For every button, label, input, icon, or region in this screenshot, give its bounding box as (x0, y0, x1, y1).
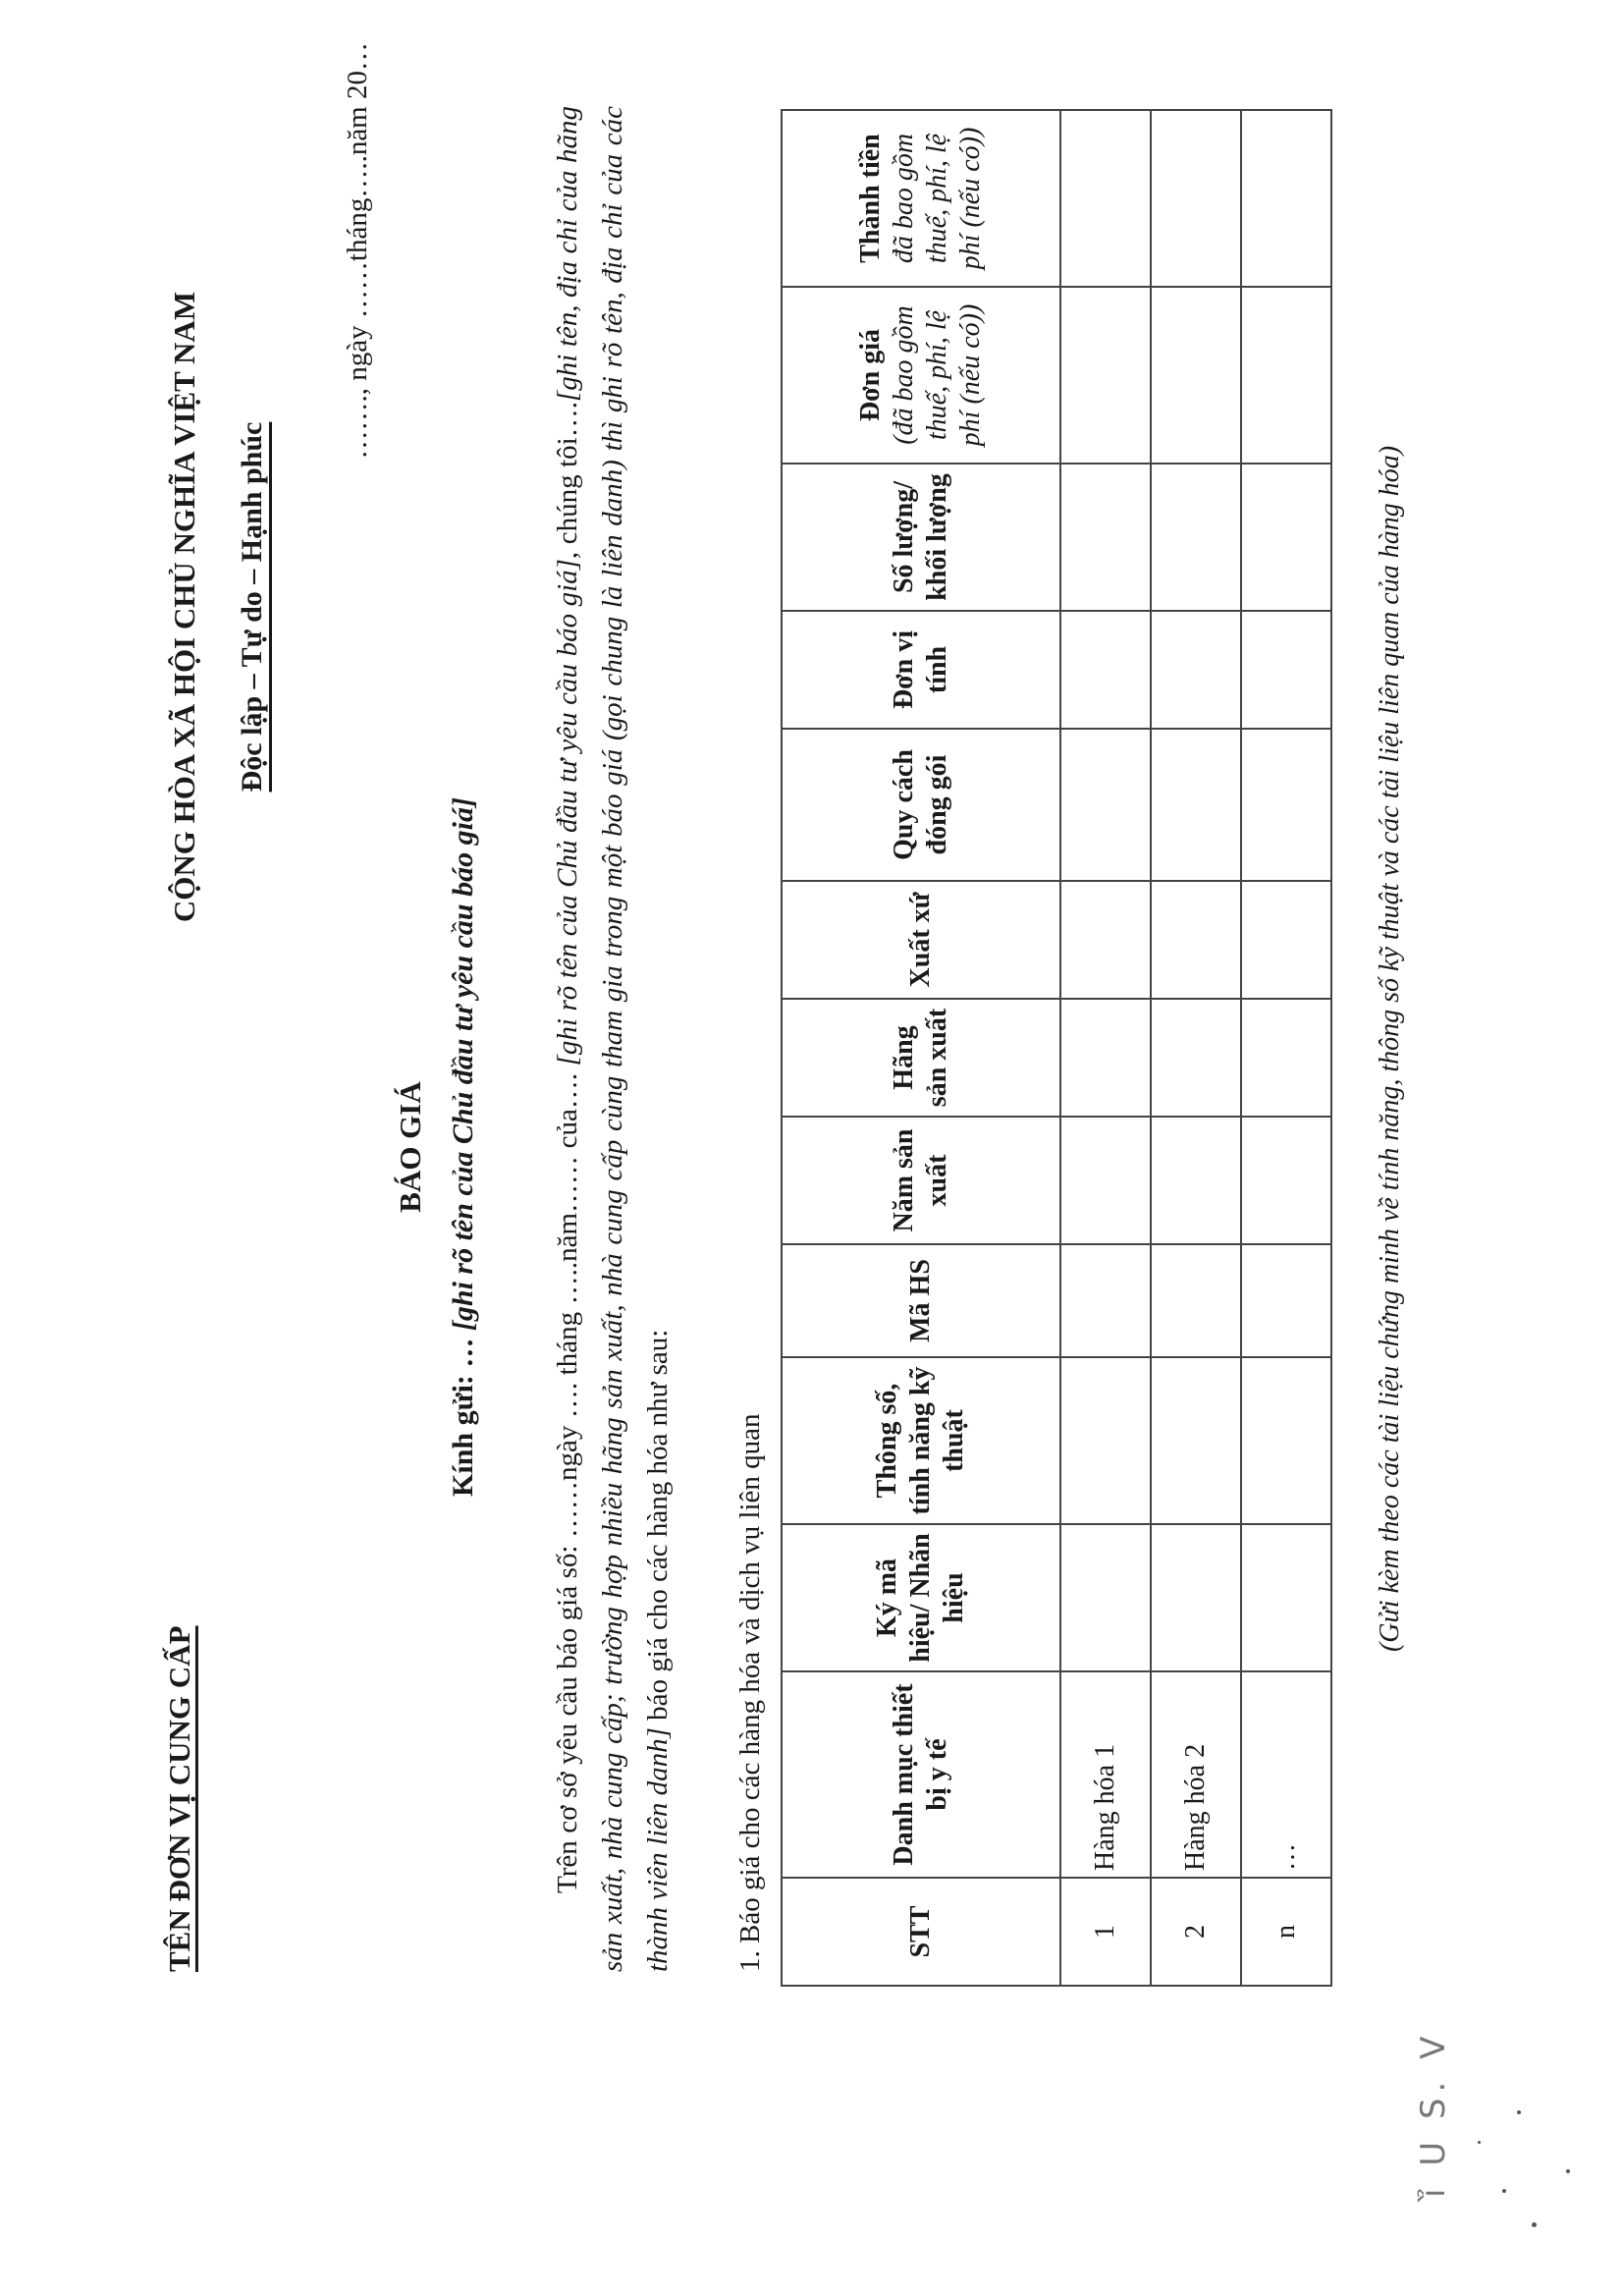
header-production-year: Năm sản xuất (782, 1117, 1060, 1244)
table-cell (1241, 1524, 1331, 1671)
organization-name: TÊN ĐƠN VỊ CUNG CẤP (162, 1625, 196, 1972)
intro-part-3: , chúng tôi…. (552, 402, 583, 560)
table-cell (1241, 881, 1331, 999)
item-name-cell: Hàng hóa 2 (1151, 1671, 1241, 1878)
scan-speck (1517, 2110, 1521, 2114)
intro-part-4: [ghi tên, địa chỉ của hãng sản xuất, nhà cung cấp; trường hợp nhiều hãng sản xuất, nhà cung cấp cùng tham gia trong một báo giá (gọi chung là liên danh) thì ghi rõ tên, địa chỉ của các thành viên liên danh] (552, 106, 674, 1972)
table-cell (1060, 611, 1151, 729)
header-manufacturer: Hãng sản xuất (782, 999, 1060, 1117)
table-row (1060, 110, 1151, 1986)
header-origin: Xuất xứ (782, 881, 1060, 999)
table-cell (1241, 1357, 1331, 1524)
intro-part-2: [ghi rõ tên của Chủ đầu tư yêu cầu báo giá] (552, 559, 583, 1066)
quote-table (781, 109, 1332, 1987)
row-number-cell: 2 (1151, 1878, 1241, 1986)
header-specifications: Thông số, tính năng kỹ thuật (782, 1357, 1060, 1524)
row-number-cell: n (1241, 1878, 1331, 1986)
intro-paragraph (545, 106, 680, 1972)
table-cell (1151, 464, 1241, 611)
addressee-name: [ghi rõ tên của Chủ đầu tư yêu cầu báo giá] (447, 797, 479, 1332)
table-row (1151, 110, 1241, 1986)
table-row (1241, 110, 1331, 1986)
header-packaging: Quy cách đóng gói (782, 729, 1060, 881)
table-cell (1241, 464, 1331, 611)
table-cell (1151, 729, 1241, 881)
table-cell (1151, 1357, 1241, 1524)
addressee-prefix: Kính gửi: … (447, 1331, 479, 1497)
table-cell (1151, 1117, 1241, 1244)
addressee-line (447, 332, 480, 1962)
header-total-amount: Thành tiền đã bao gồm thuế, phí, lệ phí (nếu có)) (782, 110, 1060, 287)
intro-part-1: Trên cơ sở yêu cầu báo giá số: ……ngày …. tháng …..năm…… của…. (552, 1066, 583, 1893)
scan-speck (1566, 2169, 1570, 2173)
table-cell (1060, 729, 1151, 881)
table-cell (1241, 999, 1331, 1117)
national-motto: Độc lập – Tự do – Hạnh phúc (236, 421, 268, 793)
scan-speck (1502, 2189, 1506, 2193)
table-cell (1060, 1524, 1151, 1671)
table-cell (1241, 611, 1331, 729)
table-cell (1241, 110, 1331, 287)
row-number-cell: 1 (1060, 1878, 1151, 1986)
national-title: CỘNG HÒA XÃ HỘI CHỦ NGHĨA VIỆT NAM (167, 291, 201, 923)
scan-speck (1478, 2141, 1481, 2144)
margin-scan-marks: ỉ̀ U S. V (1414, 2030, 1453, 2198)
date-line: ……., ngày ……tháng…..năm 20… (342, 42, 373, 460)
table-cell (1060, 999, 1151, 1117)
table-cell (1151, 611, 1241, 729)
table-cell (1060, 881, 1151, 999)
item-name-cell: … (1241, 1671, 1331, 1878)
table-cell (1151, 110, 1241, 287)
table-cell (1241, 287, 1331, 464)
item-name-cell: Hàng hóa 1 (1060, 1671, 1151, 1878)
table-cell (1151, 287, 1241, 464)
header-quantity: Số lượng/ khối lượng (782, 464, 1060, 611)
table-cell (1060, 1357, 1151, 1524)
header-model-brand: Ký mã hiệu/ Nhãn hiệu (782, 1524, 1060, 1671)
header-unit-price: Đơn giá (đã bao gồm thuế, phí, lệ phí (nếu có)) (782, 287, 1060, 464)
table-cell (1151, 881, 1241, 999)
table-cell (1241, 1244, 1331, 1357)
table-cell (1151, 1244, 1241, 1357)
table-cell (1060, 110, 1151, 287)
header-hs-code: Mã HS (782, 1244, 1060, 1357)
header-device-list: Danh mục thiết bị y tế (782, 1671, 1060, 1878)
table-cell (1060, 464, 1151, 611)
table-cell (1241, 729, 1331, 881)
header-unit: Đơn vị tính (782, 611, 1060, 729)
table-header-row (782, 110, 1060, 1986)
section-heading: 1. Báo giá cho các hàng hóa và dịch vụ liên quan (734, 1413, 766, 1972)
scan-speck (1532, 2222, 1537, 2227)
header-stt: STT (782, 1878, 1060, 1986)
table-cell (1060, 1117, 1151, 1244)
table-cell (1060, 1244, 1151, 1357)
intro-part-5: báo giá cho các hàng hóa như sau: (642, 1329, 674, 1728)
document-title: BÁO GIÁ (393, 1081, 427, 1213)
table-cell (1241, 1117, 1331, 1244)
attachment-footnote: (Gửi kèm theo các tài liệu chứng minh về tính năng, thông số kỹ thuật và các tài liệu liên quan của hàng hóa) (1375, 445, 1405, 1653)
table-cell (1060, 287, 1151, 464)
table-cell (1151, 999, 1241, 1117)
table-cell (1151, 1524, 1241, 1671)
